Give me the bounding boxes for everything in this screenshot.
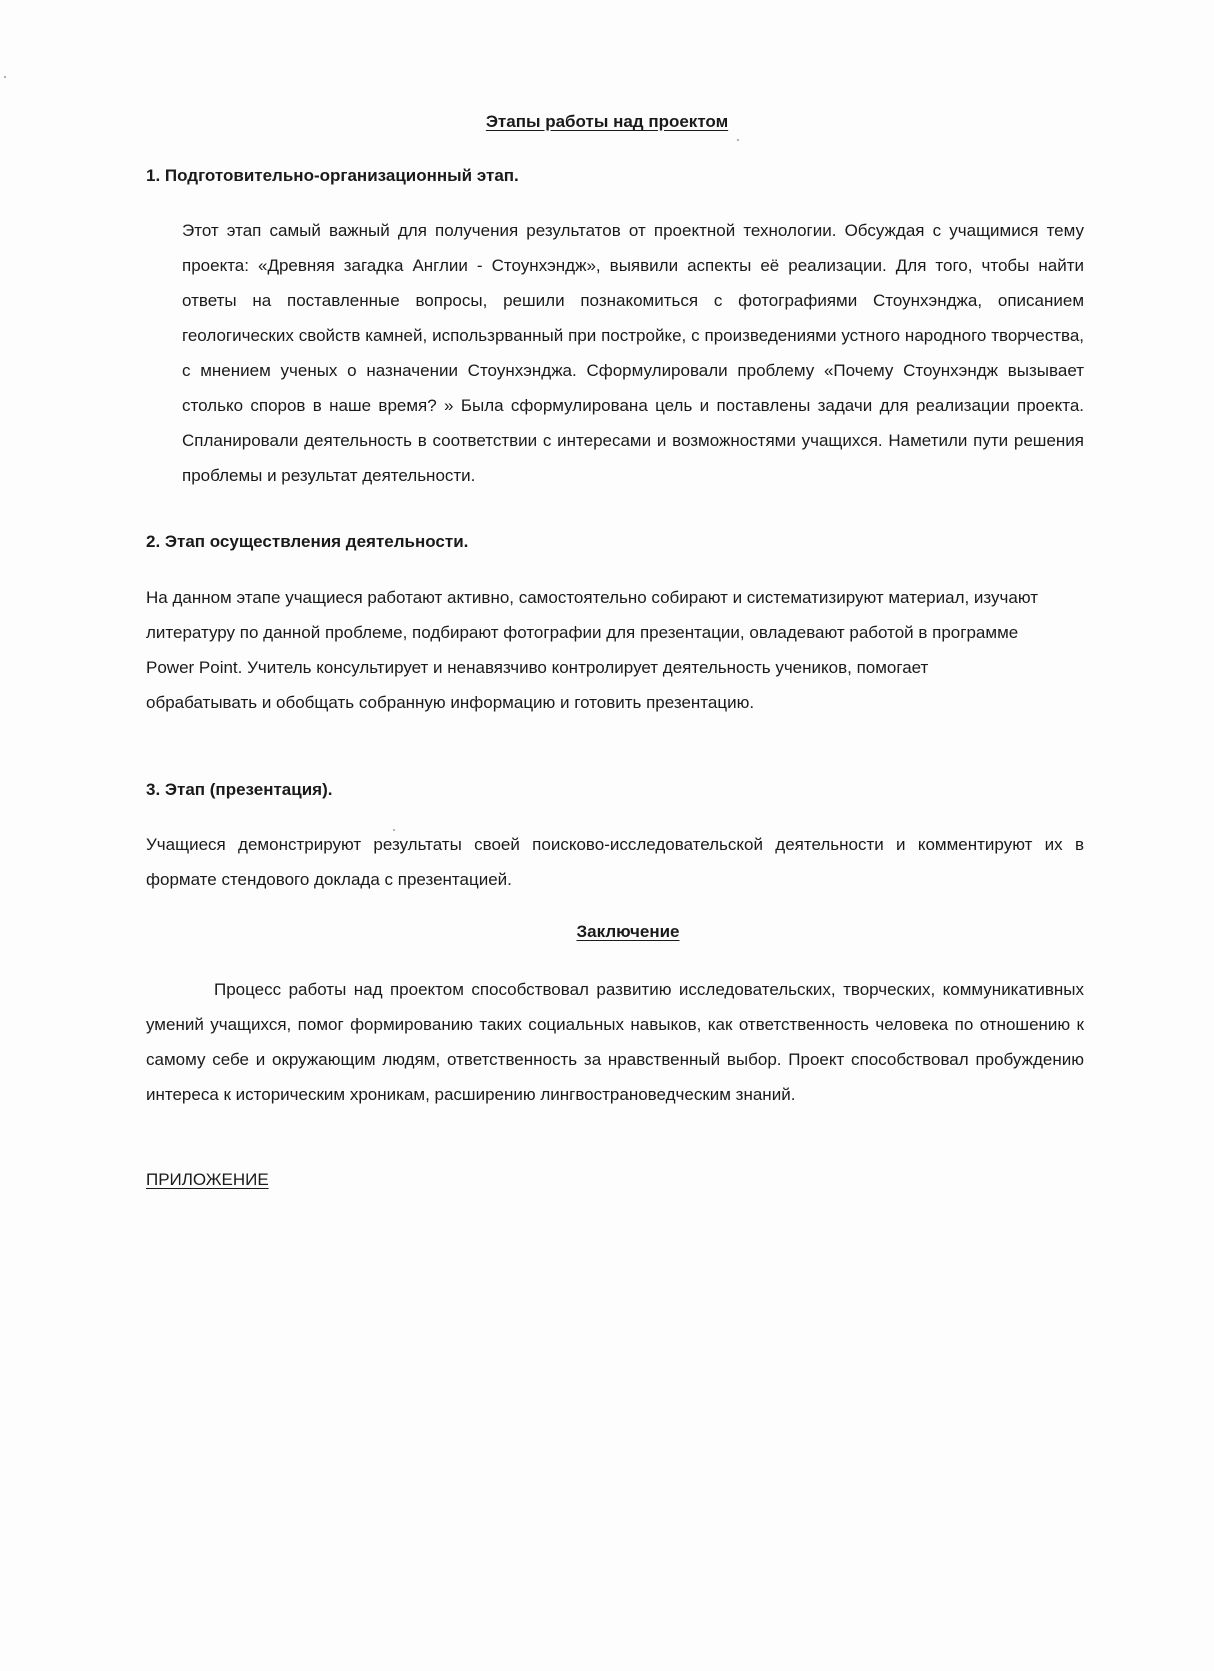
scan-speck (393, 829, 395, 831)
conclusion-heading: Заключение (576, 922, 680, 941)
scan-speck (4, 76, 6, 78)
conclusion-paragraph: Процесс работы над проектом способствовал развитию исследовательских, творческих, коммуникативных умений учащихся, помог формированию таких социальных навыков, как ответственность человека по отношению к самому себе и окружающим людям, ответственность за нравственный выбор. Проект способствовал пробуждению интереса к историческим хроникам, расширению лингвострановедческим знаний. (146, 980, 1084, 1104)
section-3-paragraph: Учащиеся демонстрируют результаты своей поисково-исследовательской деятельности и комментируют их в формате стендового доклада с презентацией. (146, 835, 1084, 889)
section-1-heading: 1. Подготовительно-организационный этап. (146, 166, 519, 185)
section-2-paragraph: На данном этапе учащиеся работают активно, самостоятельно собирают и систематизируют материал, изучают литературу по данной проблеме, подбирают фотографии для презентации, овладевают работой в программе Power Point. Учитель консультирует и ненавязчиво контролирует деятельность учеников, помогает обрабатывать и обобщать собранную информацию и готовить презентацию. (146, 588, 1039, 712)
section-1-paragraph: Этот этап самый важный для получения результатов от проектной технологии. Обсуждая с учащимися тему проекта: «Древняя загадка Англии - Стоунхэндж», выявили аспекты её реализации. Для того, чтобы найти ответы на поставленные вопросы, решили познакомиться с фотографиями Стоунхэнджа, описанием геологических свойств камней, использрванный при постройке, с произведениями устного народного творчества, с мнением ученых о назначении Стоунхэнджа. Сформулировали проблему «Почему Стоунхэндж вызывает столько споров в наше время? » Была сформулирована цель и поставлены задачи для реализации проекта. Спланировали деятельность в соответствии с интересами и возможностями учащихся. Наметили пути решения проблемы и результат деятельности. (182, 221, 1084, 485)
section-2-heading: 2. Этап осуществления деятельности. (146, 532, 469, 551)
appendix-link[interactable]: ПРИЛОЖЕНИЕ (146, 1170, 269, 1189)
document-title: Этапы работы над проектом (485, 112, 729, 131)
section-3-heading: 3. Этап (презентация). (146, 780, 333, 799)
scan-speck (737, 139, 739, 141)
